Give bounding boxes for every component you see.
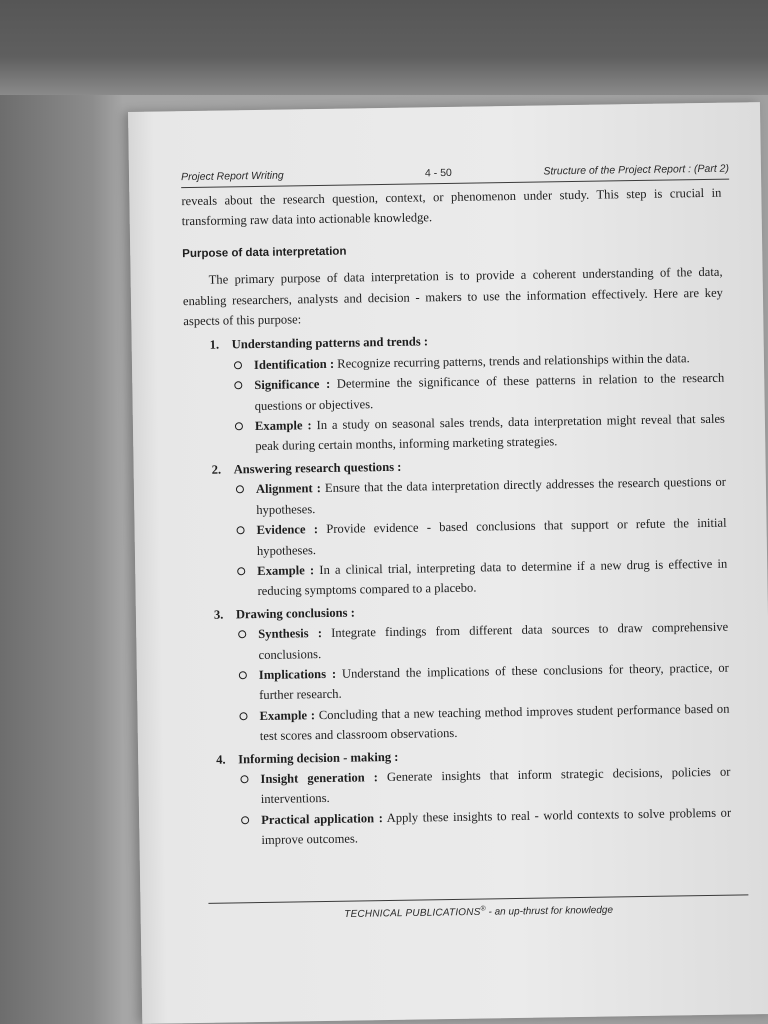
point-number: 1.	[209, 338, 220, 353]
sub-point	[241, 802, 732, 851]
header-page-number: 4 - 50	[424, 166, 452, 180]
hollow-bullet-icon	[235, 422, 243, 430]
sub-point-text: Ensure that the data interpretation directly addresses the research questions or hypotheses.	[256, 474, 727, 517]
registered-mark: ®	[480, 905, 486, 913]
header-book-title: Project Report Writing	[180, 169, 284, 184]
sub-point-term: Synthesis :	[258, 626, 323, 642]
purpose-point-list	[184, 327, 732, 852]
hollow-bullet-icon	[238, 630, 246, 638]
scanner-top-band	[0, 0, 768, 95]
sub-point-list	[188, 617, 730, 748]
hollow-bullet-icon	[236, 486, 244, 494]
section-heading: Purpose of data interpretation	[182, 245, 347, 260]
hollow-bullet-icon	[234, 361, 242, 369]
sub-point-term: Insight generation :	[260, 770, 379, 786]
hollow-bullet-icon	[237, 526, 245, 534]
point-number: 2.	[211, 462, 222, 477]
purpose-point	[188, 596, 730, 747]
sub-point-term: Significance :	[254, 377, 331, 393]
sub-point-text: Determine the significance of these patterns in relation to the research questions or objectives.	[254, 370, 725, 413]
sub-point-text: In a study on seasonal sales trends, data interpretation might reveal that sales peak during certain months, informing marketing strategies.	[255, 411, 726, 454]
point-title: Understanding patterns and trends :	[231, 334, 429, 352]
point-title: Informing decision - making :	[238, 749, 399, 766]
page-footer	[208, 894, 748, 922]
hollow-bullet-icon	[240, 775, 248, 783]
sub-point-term: Evidence :	[256, 522, 319, 538]
sub-point-text: Recognize recurring patterns, trends and relationships within the data.	[333, 351, 690, 371]
sub-point-list	[190, 762, 731, 852]
sub-point	[239, 698, 730, 747]
purpose-point	[184, 327, 726, 458]
purpose-point	[190, 741, 732, 852]
header-chapter-title: Structure of the Project Report : (Part 2)	[543, 162, 730, 178]
section-lead-paragraph: The primary purpose of data interpretation is to provide a coherent understanding of the data, enabling researchers, analysts and decision - makers to use the information effectively. Here are key aspects of this purpose:	[182, 264, 724, 329]
sub-point	[237, 554, 728, 603]
sub-point-term: Implications :	[258, 666, 337, 682]
sub-point-term: Alignment :	[255, 481, 321, 497]
sub-point-text: Concluding that a new teaching method improves student performance based on test scores and classroom observations.	[259, 701, 730, 744]
page-body	[181, 183, 731, 854]
point-number: 4.	[216, 752, 226, 767]
book-page	[128, 102, 768, 1024]
sub-point-term: Identification :	[253, 356, 335, 372]
sub-point-text: Generate insights that inform strategic decisions, policies or interventions.	[260, 764, 731, 807]
point-title: Answering research questions :	[233, 459, 402, 477]
hollow-bullet-icon	[237, 567, 245, 575]
sub-point	[235, 409, 726, 458]
hollow-bullet-icon	[241, 816, 249, 824]
sub-point-term: Example :	[257, 563, 315, 578]
sub-point-term: Practical application :	[261, 810, 383, 827]
sub-point-term: Example :	[259, 707, 316, 723]
sub-point-list	[184, 348, 726, 459]
point-title: Drawing conclusions :	[235, 605, 355, 622]
intro-paragraph: reveals about the research question, context, or phenomenon under study. This step is crucial in transforming raw data into actionable knowledge.	[181, 185, 722, 229]
hollow-bullet-icon	[234, 381, 242, 389]
sub-point-text: Provide evidence - based conclusions that support or refute the initial hypotheses.	[256, 515, 727, 558]
sub-point-text: Apply these insights to real - world contexts to solve problems or improve outcomes.	[261, 805, 732, 848]
sub-point-list	[186, 472, 728, 603]
footer-publisher: TECHNICAL PUBLICATIONS	[344, 906, 481, 921]
sub-point-text: Integrate findings from different data sources to draw comprehensive conclusions.	[258, 619, 729, 662]
sub-point-text: In a clinical trial, interpreting data to determine if a new drug is effective in reducing symptoms compared to a placebo.	[257, 556, 728, 599]
purpose-point	[185, 452, 727, 603]
footer-tagline: - an up-thrust for knowledge	[485, 904, 614, 918]
hollow-bullet-icon	[239, 712, 247, 720]
point-number: 3.	[213, 607, 224, 622]
sub-point-term: Example :	[254, 418, 312, 434]
sub-point-text: Understand the implications of these conclusions for theory, practice, or further research.	[259, 660, 729, 703]
hollow-bullet-icon	[239, 671, 247, 679]
